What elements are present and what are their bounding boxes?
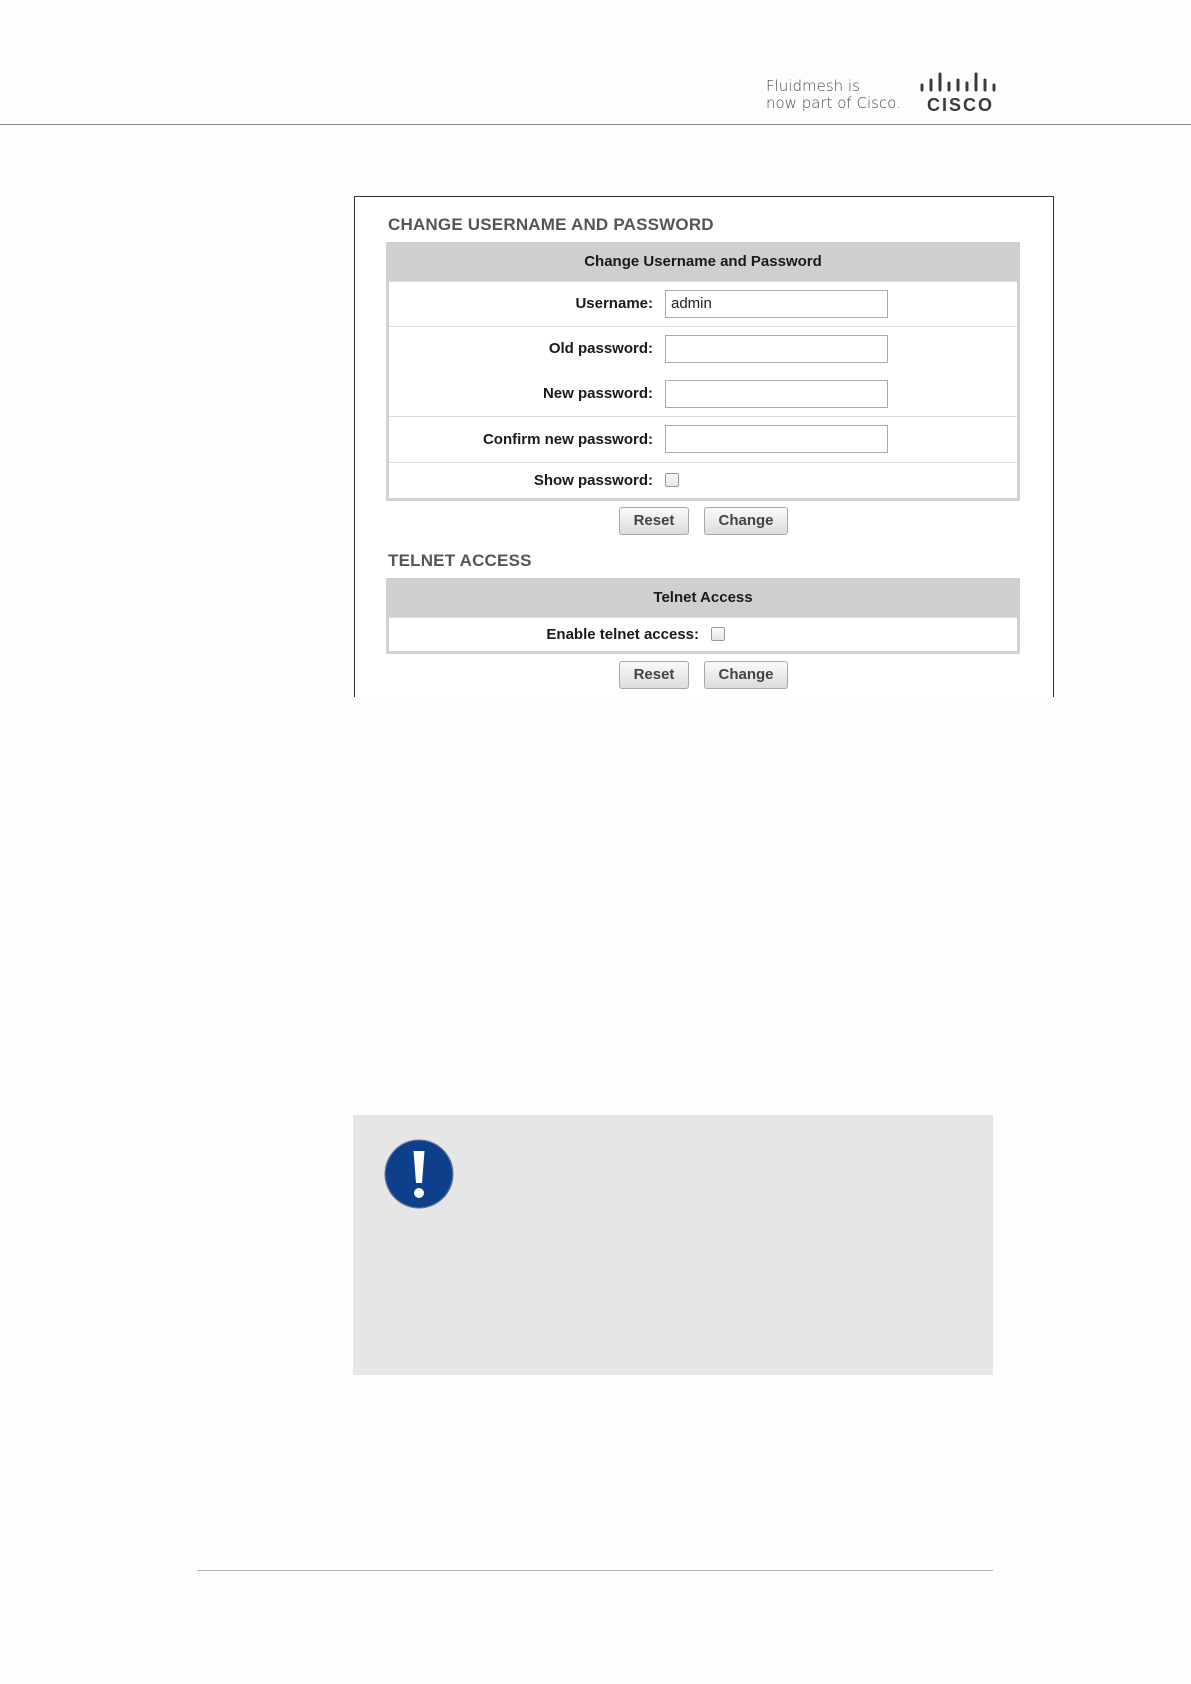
brand-line-1: Fluidmesh is (766, 77, 860, 95)
exclamation-icon (384, 1139, 454, 1209)
notice-box (353, 1115, 993, 1375)
cisco-bars-icon (920, 72, 996, 116)
header-divider (0, 124, 1191, 125)
new-password-label: New password: (542, 385, 653, 402)
telnet-panel (386, 578, 1020, 654)
account-panel-header: Change Username and Password (386, 242, 1020, 281)
telnet-section-title: TELNET ACCESS (388, 551, 532, 570)
cisco-wordmark: CISCO (927, 95, 995, 115)
account-section-title: CHANGE USERNAME AND PASSWORD (388, 215, 714, 234)
username-label: Username: (575, 295, 653, 312)
old-password-label: Old password: (548, 340, 653, 357)
telnet-panel-header: Telnet Access (386, 578, 1020, 617)
settings-screenshot (354, 196, 1054, 697)
cisco-logo (920, 72, 996, 116)
new-password-input[interactable] (665, 380, 888, 408)
enable-telnet-label: Enable telnet access: (546, 626, 699, 643)
show-password-label: Show password: (533, 472, 653, 489)
confirm-password-input[interactable] (665, 425, 888, 453)
telnet-row (389, 617, 1017, 651)
enable-telnet-checkbox[interactable] (711, 627, 725, 641)
confirm-password-label: Confirm new password: (482, 431, 653, 448)
account-change-button[interactable]: Change (704, 507, 788, 535)
username-row (389, 281, 1017, 326)
show-password-row (389, 462, 1017, 498)
confirm-password-row (389, 416, 1017, 462)
brand-text (766, 78, 901, 112)
brand-line-2: now part of Cisco. (766, 94, 901, 112)
telnet-reset-button[interactable]: Reset (619, 661, 689, 689)
show-password-checkbox[interactable] (665, 473, 679, 487)
username-input[interactable]: admin (665, 290, 888, 318)
account-reset-button[interactable]: Reset (619, 507, 689, 535)
footer-divider (197, 1570, 993, 1571)
old-password-input[interactable] (665, 335, 888, 363)
account-panel (386, 242, 1020, 501)
telnet-change-button[interactable]: Change (704, 661, 788, 689)
password-rows (389, 326, 1017, 416)
